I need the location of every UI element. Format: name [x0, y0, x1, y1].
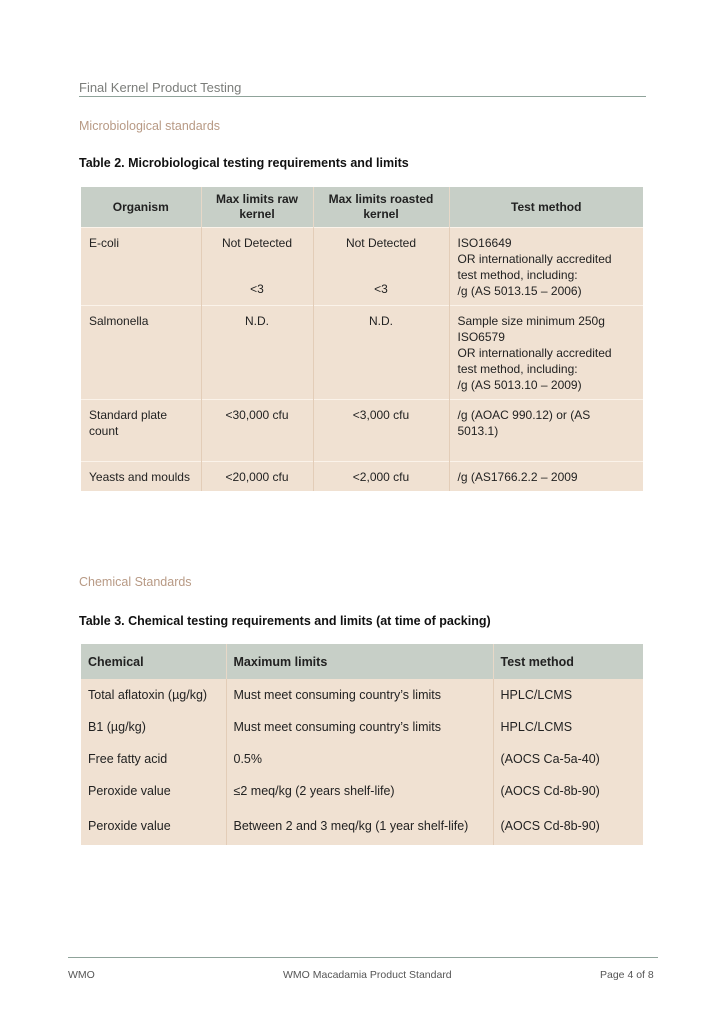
roasted-limit: <3: [374, 282, 388, 296]
table3-caption: Table 3. Chemical testing requirements and limits (at time of packing): [79, 614, 491, 628]
organism-cell: Salmonella: [81, 306, 201, 400]
table2-caption: Table 2. Microbiological testing requirements and limits: [79, 156, 409, 170]
max-limit-cell: 0.5%: [226, 743, 493, 775]
footer-center: WMO Macadamia Product Standard: [283, 969, 452, 981]
table-row: [81, 400, 643, 462]
max-limit-cell: Must meet consuming country’s limits: [226, 679, 493, 711]
table-row: [81, 807, 643, 845]
test-method-cell: (AOCS Cd-8b-90): [493, 775, 643, 807]
roasted-limit-cell: [313, 228, 449, 306]
max-limit-cell: ≤2 meq/kg (2 years shelf-life): [226, 775, 493, 807]
method-line: /g (AS 5013.15 – 2006): [457, 284, 582, 298]
raw-limit-cell: <20,000 cfu: [201, 462, 313, 492]
chemical-table: [81, 644, 643, 845]
footer-page-number: Page 4 of 8: [600, 969, 654, 981]
micro-heading: Microbiological standards: [79, 119, 221, 133]
col-header-organism: Organism: [81, 187, 201, 228]
method-line: /g (AOAC 990.12) or (AS: [457, 408, 591, 422]
roasted-limit-cell: N.D.: [313, 306, 449, 400]
table-row: [81, 462, 643, 492]
raw-limit-cell: [201, 228, 313, 306]
chem-heading: Chemical Standards: [79, 575, 192, 589]
col-header-raw: Max limits raw kernel: [201, 187, 313, 228]
footer-left: WMO: [68, 969, 95, 981]
test-method-cell: HPLC/LCMS: [493, 679, 643, 711]
chemical-cell: Total aflatoxin (µg/kg): [81, 679, 226, 711]
footer-divider: [68, 957, 658, 958]
organism-cell: Yeasts and moulds: [81, 462, 201, 492]
raw-limit-cell: N.D.: [201, 306, 313, 400]
col-header-max-limits: Maximum limits: [226, 644, 493, 679]
table-row: [81, 679, 643, 711]
chemical-cell: Free fatty acid: [81, 743, 226, 775]
chemical-cell: B1 (µg/kg): [81, 711, 226, 743]
method-line: test method, including:: [457, 362, 578, 376]
method-cell: /g (AS1766.2.2 – 2009: [449, 462, 643, 492]
max-limit-cell: Must meet consuming country’s limits: [226, 711, 493, 743]
microbiological-table: [81, 187, 643, 491]
method-line: OR internationally accredited: [457, 252, 612, 266]
method-cell: [449, 306, 643, 400]
chemical-cell: Peroxide value: [81, 775, 226, 807]
method-line: Sample size minimum 250g: [457, 314, 605, 328]
table-row: [81, 306, 643, 400]
table-header-row: [81, 644, 643, 679]
chemical-cell: Peroxide value: [81, 807, 226, 845]
method-line: ISO6579: [457, 330, 505, 344]
test-method-cell: HPLC/LCMS: [493, 711, 643, 743]
col-header-roasted: Max limits roasted kernel: [313, 187, 449, 228]
table-row: [81, 743, 643, 775]
organism-cell: Standard plate count: [81, 400, 201, 462]
method-cell: [449, 400, 643, 462]
table-row: [81, 711, 643, 743]
raw-limit-cell: <30,000 cfu: [201, 400, 313, 462]
roasted-limit-cell: <3,000 cfu: [313, 400, 449, 462]
method-line: 5013.1): [457, 424, 499, 438]
test-method-cell: (AOCS Cd-8b-90): [493, 807, 643, 845]
table-row: [81, 775, 643, 807]
raw-limit: Not Detected: [221, 236, 293, 250]
table-header-row: [81, 187, 643, 228]
roasted-limit-cell: <2,000 cfu: [313, 462, 449, 492]
method-line: /g (AS 5013.10 – 2009): [457, 378, 582, 392]
method-line: ISO16649: [457, 236, 512, 250]
method-line: test method, including:: [457, 268, 578, 282]
col-header-chemical: Chemical: [81, 644, 226, 679]
col-header-method: Test method: [449, 187, 643, 228]
table-row: [81, 228, 643, 306]
section-title: Final Kernel Product Testing: [79, 80, 646, 97]
col-header-test-method: Test method: [493, 644, 643, 679]
raw-limit: <3: [250, 282, 264, 296]
max-limit-cell: Between 2 and 3 meq/kg (1 year shelf-life): [226, 807, 493, 845]
roasted-limit: Not Detected: [345, 236, 417, 250]
test-method-cell: (AOCS Ca-5a-40): [493, 743, 643, 775]
organism-cell: E-coli: [81, 228, 201, 306]
method-cell: [449, 228, 643, 306]
method-line: OR internationally accredited: [457, 346, 612, 360]
